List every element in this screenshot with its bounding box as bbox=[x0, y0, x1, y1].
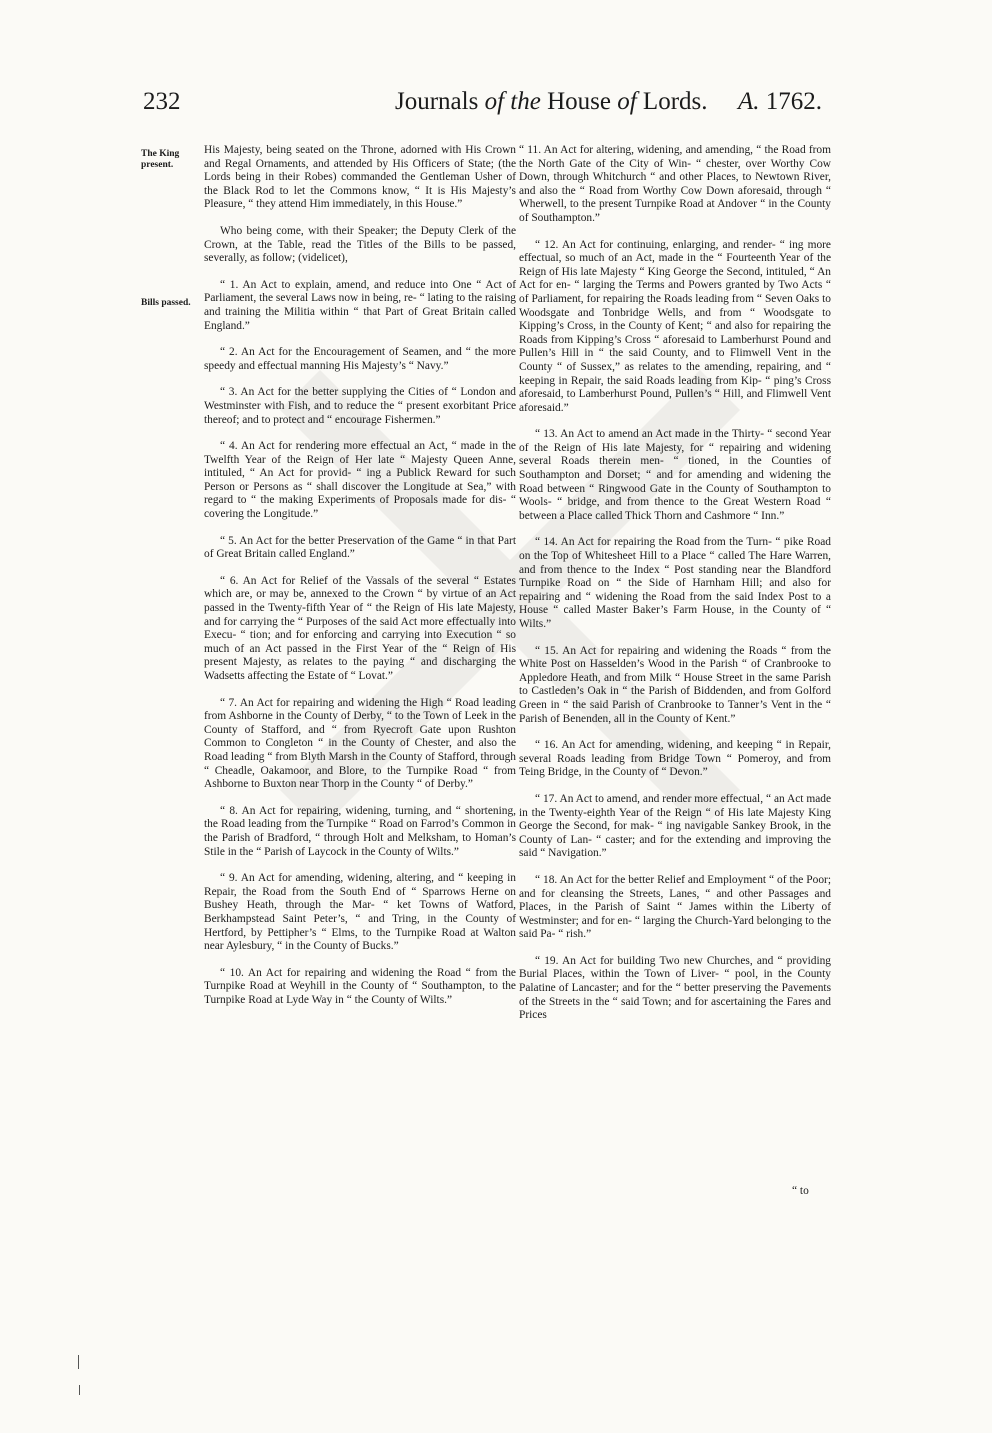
bill-6: “ 6. An Act for Relief of the Vassals of the several “ Estates which are, or may be, annexed to the Crown “ by virtue of an Act passed in the Twenty-fifth Year of “ the Reign of His late Majesty, and for carrying the “ Purposes of the said Act more effectually into Execu- “ tion; and for enforcing and carrying into Execution “ so much of an Act passed in the First Year of the “ Reign of His present Majesty, as relates to the paying “ and discharging the Wadsetts affecting the Estate of “ Lovat.” bbox=[204, 574, 516, 682]
bill-19: “ 19. An Act for building Two new Churches, and “ providing Burial Places, within the Town of Liver- “ pool, in the County Palatine of Lancaster; and for the “ better preserving the Pavements of the Streets in the “ said Town; and for ascertaining the Fares and Prices bbox=[519, 954, 831, 1022]
margin-note-king-present: The King present. bbox=[141, 149, 180, 170]
bill-4: “ 4. An Act for rendering more effectual an Act, “ made in the Twelfth Year of the Reign of Her late “ Majesty Queen Anne, intituled, “ An Act for provid- “ ing a Publick Reward for such Person or Persons as “ shall discover the Longitude at Sea,” with regard to “ the making Experiments of Proposals made for dis- “ covering the Longitude.” bbox=[204, 440, 516, 521]
bill-7: “ 7. An Act for repairing and widening the High “ Road leading from Ashborne in the County of Derby, “ to the Town of Leek in the County of Stafford, and “ from Ryecroft Gate upon Rushton Common to Congleton “ in the County of Chester, and also the Road leading “ from Blyth Marsh in the County of Stafford, through “ Cheadle, Oakamoor, and Blore, to the Turnpike Road “ from Ashborne to Buxton near Thorp in the County “ of Derby.” bbox=[204, 696, 516, 791]
running-title: Journals of the House of Lords. bbox=[395, 88, 708, 115]
right-column bbox=[519, 144, 831, 1036]
scan-mark bbox=[79, 1385, 80, 1395]
bill-5: “ 5. An Act for the better Preservation of the Game “ in that Part of Great Britain called England.” bbox=[204, 534, 516, 561]
bill-1: “ 1. An Act to explain, amend, and reduce into One “ Act of Parliament, the several Laws now in being, re- “ lating to the raising and training the Militia within “ that Part of Great Britain called England.” bbox=[204, 278, 516, 332]
paragraph-titles-read: Who being come, with their Speaker; the Deputy Clerk of the Crown, at the Table, read the Titles of the Bills to be passed, severally, as follow; (videlicet), bbox=[204, 224, 516, 265]
bill-13: “ 13. An Act to amend an Act made in the Thirty- “ second Year of the Reign of His late Majesty, for “ repairing and widening several Roads therein men- “ tioned, in the Counties of Southampton and Dorset; “ and for amending and widening the Road between “ Ringwood Gate in the County of Southampton to Wools- “ bridge, and from thence to the Great Western Road “ between a Place called Thick Thorn and Cashmore “ Inn.” bbox=[519, 428, 831, 522]
bill-14: “ 14. An Act for repairing the Road from the Turn- “ pike Road on the Top of Whitesheet Hill to a Place “ called The Hare Warren, and from thence to the Index “ Post standing near the Blandford Turnpike Road on “ the Side of Harnham Hill; and also for repairing and “ widening the Road from the said Index Post to a House “ called Master Baker’s Farm House, in the County of “ Wilts.” bbox=[519, 536, 831, 630]
bill-12: “ 12. An Act for continuing, enlarging, and render- “ ing more effectual, so much of an Act, made in the “ Fourteenth Year of the Reign of His late Majesty “ King George the Second, intituled, “ An Act for en- “ larging the Terms and Powers granted by Two Acts “ of Parliament, for repairing the Roads leading from “ Seven Oaks to Woodsgate and Tonbridge Wells, and from “ Woodsgate to Kipping’s Cross, in the County of Kent; “ and also for repairing the Roads from Kipping’s Cross “ aforesaid to Lamberhurst Pound and Pullen’s Hill in “ the said County, and to Flimwell Vent in the County “ of Sussex,” as relates to the amending, repairing, and “ keeping in Repair, the said Roads leading from Kip- “ ping’s Cross aforesaid, to Lamberhurst Pound, Pullen’s “ Hill, and Flimwell Vent aforesaid.” bbox=[519, 238, 831, 414]
bill-16: “ 16. An Act for amending, widening, and keeping “ in Repair, several Roads leading from Bridge Town “ Pomeroy, and from Teing Bridge, in the County of “ Devon.” bbox=[519, 739, 831, 779]
page-year: A. 1762. bbox=[738, 88, 823, 115]
bill-17: “ 17. An Act to amend, and render more effectual, “ an Act made in the Twenty-eighth Year of the Reign “ of His late Majesty King George the Second, for mak- “ ing navigable Sankey Brook, in the County of Lan- “ caster; and for the extending and improving the said “ Navigation.” bbox=[519, 792, 831, 860]
bill-2: “ 2. An Act for the Encouragement of Seamen, and “ the more speedy and effectual manning His Majesty’s “ Navy.” bbox=[204, 346, 516, 372]
bill-3: “ 3. An Act for the better supplying the Cities of “ London and Westminster with Fish, and to reduce the “ present exorbitant Price thereof; and to protect and “ encourage Fishermen.” bbox=[204, 386, 516, 426]
left-column bbox=[204, 144, 516, 1020]
bill-18: “ 18. An Act for the better Relief and Employment “ of the Poor; and for cleansing the Streets, Lanes, “ and other Passages and Places, in the Parish of Saint “ James within the Liberty of Westminster; and for en- “ larging the Church-Yard belonging to the said Pa- “ rish.” bbox=[519, 873, 831, 941]
scan-mark bbox=[78, 1355, 79, 1369]
margin-note-bills-passed: Bills passed. bbox=[141, 298, 191, 308]
page-header bbox=[0, 88, 992, 128]
bill-8: “ 8. An Act for repairing, widening, turning, and “ shortening, the Road leading from the Turnpike “ Road on Farrod’s Common in the Parish of Bradford, “ through Holt and Melksham, to Homan’s Stile in the “ Parish of Laycock in the County of Wilts.” bbox=[204, 804, 516, 858]
paragraph-king-seated: His Majesty, being seated on the Throne, adorned with His Crown and Regal Ornaments, and attended by His Officers of State; (the Lords being in their Robes) commanded the Gentleman Usher of the Black Rod to let the Commons know, “ It is His Majesty’s Pleasure, “ they attend Him immediately, in this House.” bbox=[204, 144, 516, 211]
page-number: 232 bbox=[143, 88, 181, 115]
bill-10: “ 10. An Act for repairing and widening the Road “ from the Turnpike Road at Weyhill in the County of “ Southampton, to the Turnpike Road at Lyde Way in “ the County of Wilts.” bbox=[204, 966, 516, 1006]
bill-15: “ 15. An Act for repairing and widening the Roads “ from the White Post on Hasselden’s Wood in the Parish “ of Cranbrooke to Appledore Heath, and from Milk “ House Street in the same Parish to Castleden’s Oak in “ the Parish of Biddenden, and from Golford Green in “ the said Parish of Cranbrooke to Tanner’s Vent in the “ Parish of Benenden, all in the County of Kent.” bbox=[519, 644, 831, 725]
bill-9: “ 9. An Act for amending, widening, altering, and “ keeping in Repair, the Road from the South End of “ Sparrows Herne on Bushey Heath, through the Mar- “ ket Towns of Watford, Berkhampstead Saint Peter’s, “ and Tring, in the County of Hertford, by Pettipher’s “ Elms, to the Turnpike Road at Walton near Aylesbury, “ in the County of Bucks.” bbox=[204, 872, 516, 953]
bill-11: “ 11. An Act for altering, widening, and amending, “ the Road from the North Gate of the City of Win- “ chester, over Worthy Cow Down, through Whitchurch “ and other Places, to Newtown River, and also the “ Road from Worthy Cow Down aforesaid, through “ Wherwell, to the present Turnpike Road at Andover “ in the County of Southampton.” bbox=[519, 144, 831, 224]
catchword: “ to bbox=[792, 1185, 809, 1197]
